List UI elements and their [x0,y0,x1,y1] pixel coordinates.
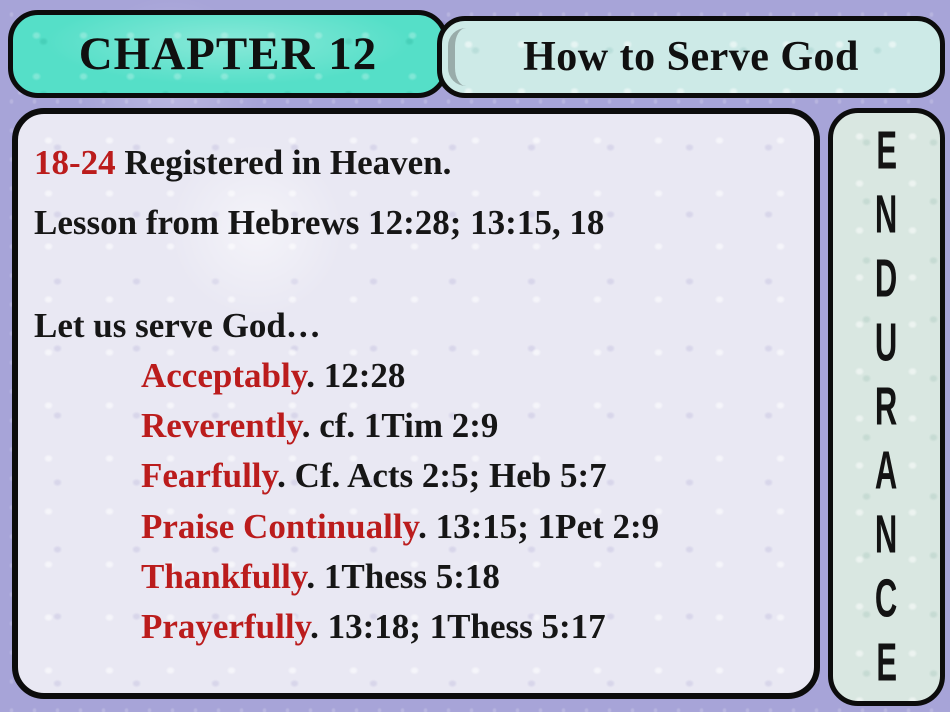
serve-word: Praise Continually [141,506,419,546]
title-box [437,16,945,98]
serve-item [141,451,804,501]
serve-item [141,401,804,451]
slide-title: How to Serve God [523,34,859,80]
serve-refs: . 13:15; 1Pet 2:9 [418,506,660,546]
serve-word: Prayerfully [141,607,311,647]
heading-text: Registered in Heaven. [115,143,452,182]
serve-refs: . 12:28 [306,355,406,395]
endurance-letter: N [875,503,898,565]
serve-item [141,502,804,552]
serve-refs: . cf. 1Tim 2:9 [301,405,499,445]
chapter-label: CHAPTER 12 [78,28,378,80]
serve-item [141,351,804,401]
endurance-letter: C [875,567,898,629]
serve-item [141,552,804,602]
serve-refs: . 1Thess 5:18 [306,557,500,597]
endurance-letter: A [875,439,898,501]
serve-word: Reverently [141,405,302,445]
heading-line [34,140,804,186]
endurance-letter: E [876,631,897,693]
chapter-box [8,10,448,98]
endurance-letter: R [875,375,898,437]
endurance-letter: D [875,247,898,309]
serve-word: Acceptably [141,355,307,395]
serve-refs: . Cf. Acts 2:5; Heb 5:7 [277,456,607,496]
endurance-letter: E [876,119,897,181]
endurance-banner [828,108,945,706]
serve-item [141,602,804,652]
endurance-letter: N [875,183,898,245]
serve-list [34,351,804,653]
serve-refs: . 13:18; 1Thess 5:17 [310,607,606,647]
serve-intro-line: Let us serve God… [34,306,321,345]
serve-word: Fearfully [141,456,278,496]
verse-range: 18-24 [34,143,116,182]
serve-word: Thankfully [141,557,307,597]
endurance-letter: U [875,311,898,373]
content-panel [12,108,820,699]
lesson-line: Lesson from Hebrews 12:28; 13:15, 18 [34,202,605,242]
